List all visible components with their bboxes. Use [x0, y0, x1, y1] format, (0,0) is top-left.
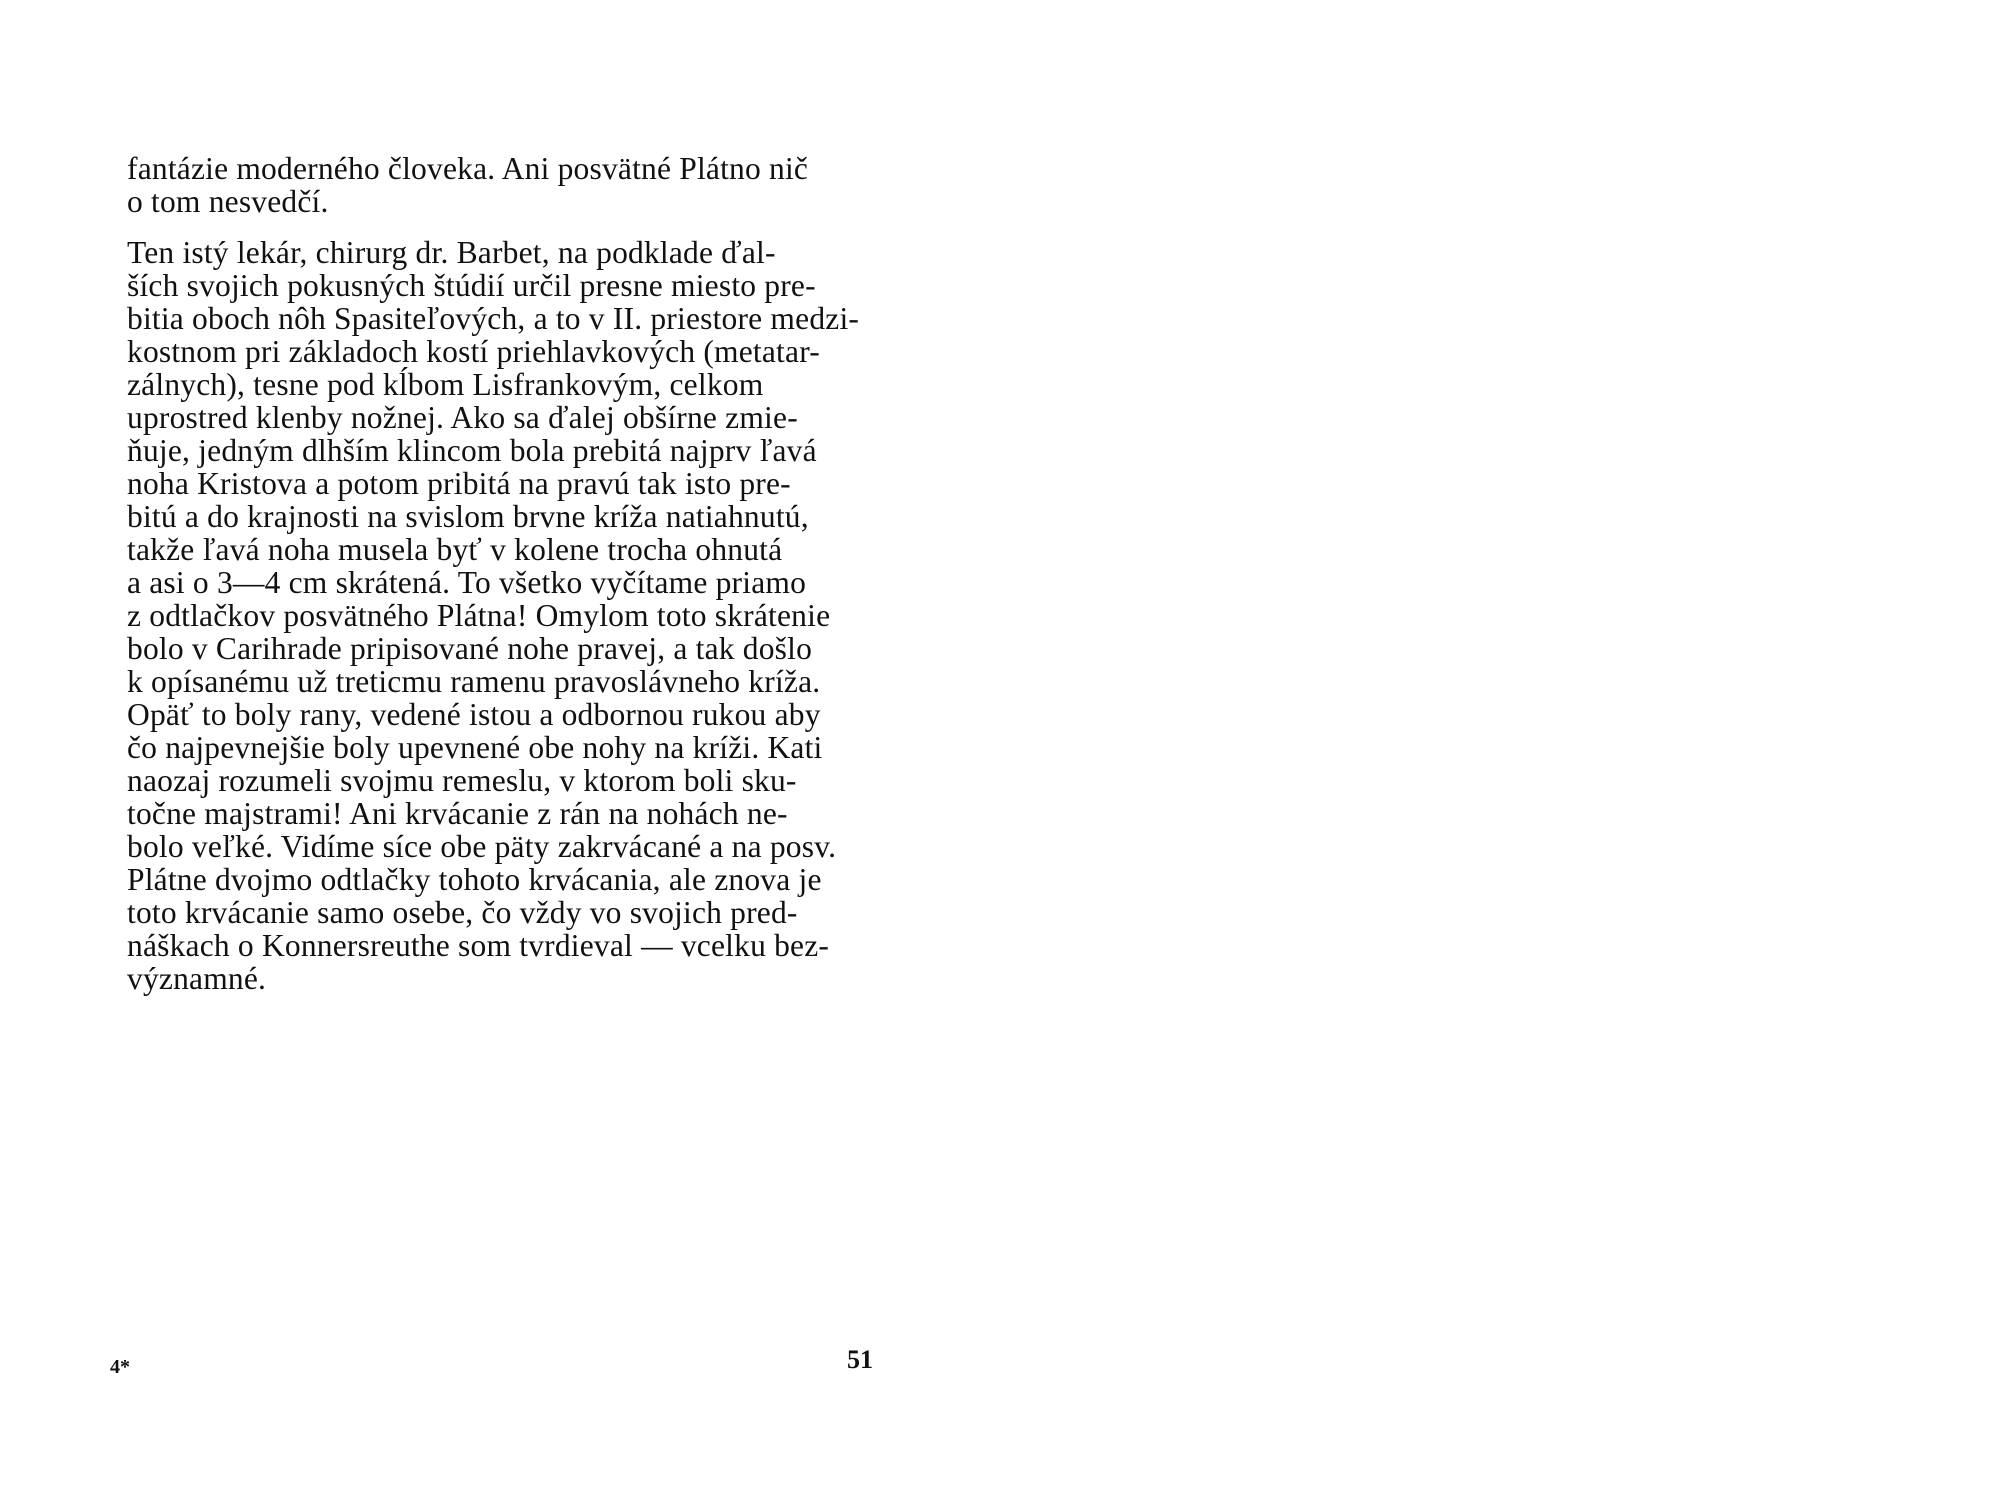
- right-page: [998, 0, 1996, 1500]
- left-paragraph-2: Ten istý lekár, chirurg dr. Barbet, na podklade ďal- ších svojich pokusných štúdií určil presne miesto pre- bitia oboch nôh Spasiteľových, a to v II. priestore medzi- kostnom pri základoch kostí priehlavkových (metatar- zálnych), tesne pod kĺbom Lisfrankovým, celkom uprostred klenby nožnej. Ako sa ďalej obšírne zmie- ňuje, jedným dlhším klincom bola prebitá najprv ľavá noha Kristova a potom pribitá na pravú tak isto pre- bitú a do krajnosti na svislom brvne kríža natiahnutú, takže ľavá noha musela byť v kolene trocha ohnutá a asi o 3—4 cm skrátená. To všetko vyčítame priamo z odtlačkov posvätného Plátna! Omylom toto skrátenie bolo v Carihrade pripisované nohe pravej, a tak došlo k opísanému už treticmu ramenu pravoslávneho kríža. Opäť to boly rany, vedené istou a odbornou rukou aby čo najpevnejšie boly upevnené obe nohy na kríži. Kati naozaj rozumeli svojmu remeslu, v ktorom boli sku- točne majstrami! Ani krvácanie z rán na nohách ne- bolo veľké. Vidíme síce obe päty zakrvácané a na posv. Plátne dvojmo odtlačky tohoto krvácania, ale znova je toto krvácanie samo osebe, čo vždy vo svojich pred- náškach o Konnersreuthe som tvrdieval — vcelku bez- významné.: [127, 235, 860, 996]
- left-page-text: [127, 152, 882, 995]
- signature-mark: 4*: [110, 1356, 130, 1378]
- left-page-number: 51: [847, 1345, 873, 1374]
- left-paragraph-1: fantázie moderného človeka. Ani posvätné Plátno nič o tom nesvedčí.: [127, 151, 809, 219]
